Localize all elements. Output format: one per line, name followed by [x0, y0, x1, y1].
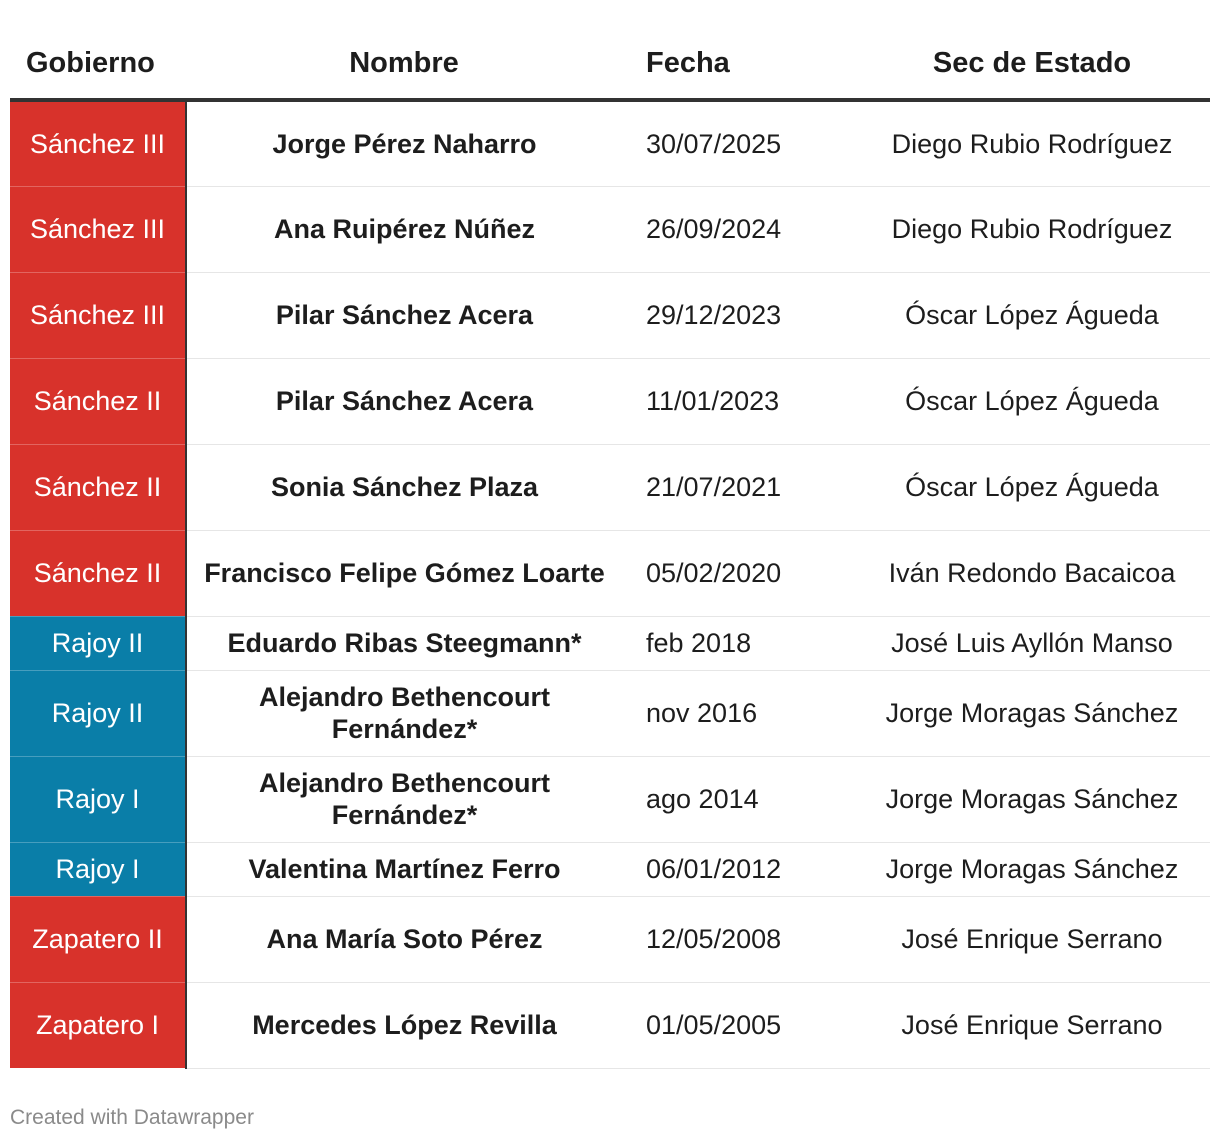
table-header-row — [10, 28, 1210, 100]
cell-nombre: Valentina Martínez Ferro — [186, 842, 622, 896]
cell-fecha: 11/01/2023 — [622, 358, 854, 444]
cell-gobierno: Rajoy II — [10, 616, 186, 670]
cell-fecha: feb 2018 — [622, 616, 854, 670]
cell-gobierno: Sánchez II — [10, 530, 186, 616]
cell-fecha: 01/05/2005 — [622, 982, 854, 1068]
table-row — [10, 444, 1210, 530]
cell-gobierno: Rajoy I — [10, 842, 186, 896]
cell-gobierno: Sánchez III — [10, 100, 186, 186]
cell-nombre: Francisco Felipe Gómez Loarte — [186, 530, 622, 616]
cell-nombre: Ana Ruipérez Núñez — [186, 186, 622, 272]
cell-nombre: Alejandro Bethencourt Fernández* — [186, 670, 622, 756]
cell-sec-estado: Jorge Moragas Sánchez — [854, 670, 1210, 756]
cell-fecha: 05/02/2020 — [622, 530, 854, 616]
table-row — [10, 358, 1210, 444]
column-header-fecha[interactable]: Fecha — [622, 28, 854, 100]
cell-gobierno: Zapatero I — [10, 982, 186, 1068]
cell-fecha: 06/01/2012 — [622, 842, 854, 896]
table-row — [10, 896, 1210, 982]
cell-nombre: Jorge Pérez Naharro — [186, 100, 622, 186]
cell-sec-estado: Iván Redondo Bacaicoa — [854, 530, 1210, 616]
table-row — [10, 756, 1210, 842]
cell-fecha: 29/12/2023 — [622, 272, 854, 358]
cell-sec-estado: Diego Rubio Rodríguez — [854, 100, 1210, 186]
cell-nombre: Pilar Sánchez Acera — [186, 358, 622, 444]
cell-nombre: Sonia Sánchez Plaza — [186, 444, 622, 530]
cell-nombre: Eduardo Ribas Steegmann* — [186, 616, 622, 670]
cell-nombre: Mercedes López Revilla — [186, 982, 622, 1068]
table-row — [10, 842, 1210, 896]
cell-gobierno: Sánchez III — [10, 186, 186, 272]
table-row — [10, 186, 1210, 272]
cell-sec-estado: José Enrique Serrano — [854, 896, 1210, 982]
cell-sec-estado: Óscar López Águeda — [854, 272, 1210, 358]
table-row — [10, 616, 1210, 670]
cell-fecha: 30/07/2025 — [622, 100, 854, 186]
cell-sec-estado: Diego Rubio Rodríguez — [854, 186, 1210, 272]
cell-gobierno: Sánchez II — [10, 444, 186, 530]
cell-sec-estado: Jorge Moragas Sánchez — [854, 756, 1210, 842]
table-row — [10, 530, 1210, 616]
cell-sec-estado: José Luis Ayllón Manso — [854, 616, 1210, 670]
cell-gobierno: Rajoy II — [10, 670, 186, 756]
cell-fecha: ago 2014 — [622, 756, 854, 842]
cell-fecha: 21/07/2021 — [622, 444, 854, 530]
datawrapper-credit: Created with Datawrapper — [10, 1106, 254, 1129]
table-row — [10, 670, 1210, 756]
cell-nombre: Alejandro Bethencourt Fernández* — [186, 756, 622, 842]
cell-fecha: 12/05/2008 — [622, 896, 854, 982]
table-row — [10, 100, 1210, 186]
column-header-sec-estado[interactable]: Sec de Estado — [854, 28, 1210, 100]
cell-nombre: Pilar Sánchez Acera — [186, 272, 622, 358]
data-table — [10, 28, 1210, 1069]
cell-sec-estado: Óscar López Águeda — [854, 444, 1210, 530]
data-table-container — [10, 28, 1210, 1069]
cell-gobierno: Rajoy I — [10, 756, 186, 842]
column-header-gobierno[interactable]: Gobierno — [10, 28, 186, 100]
cell-fecha: nov 2016 — [622, 670, 854, 756]
cell-gobierno: Zapatero II — [10, 896, 186, 982]
cell-sec-estado: José Enrique Serrano — [854, 982, 1210, 1068]
cell-sec-estado: Óscar López Águeda — [854, 358, 1210, 444]
column-header-nombre[interactable]: Nombre — [186, 28, 622, 100]
cell-nombre: Ana María Soto Pérez — [186, 896, 622, 982]
cell-fecha: 26/09/2024 — [622, 186, 854, 272]
table-row — [10, 272, 1210, 358]
cell-sec-estado: Jorge Moragas Sánchez — [854, 842, 1210, 896]
table-row — [10, 982, 1210, 1068]
cell-gobierno: Sánchez II — [10, 358, 186, 444]
cell-gobierno: Sánchez III — [10, 272, 186, 358]
table-body — [10, 100, 1210, 1068]
